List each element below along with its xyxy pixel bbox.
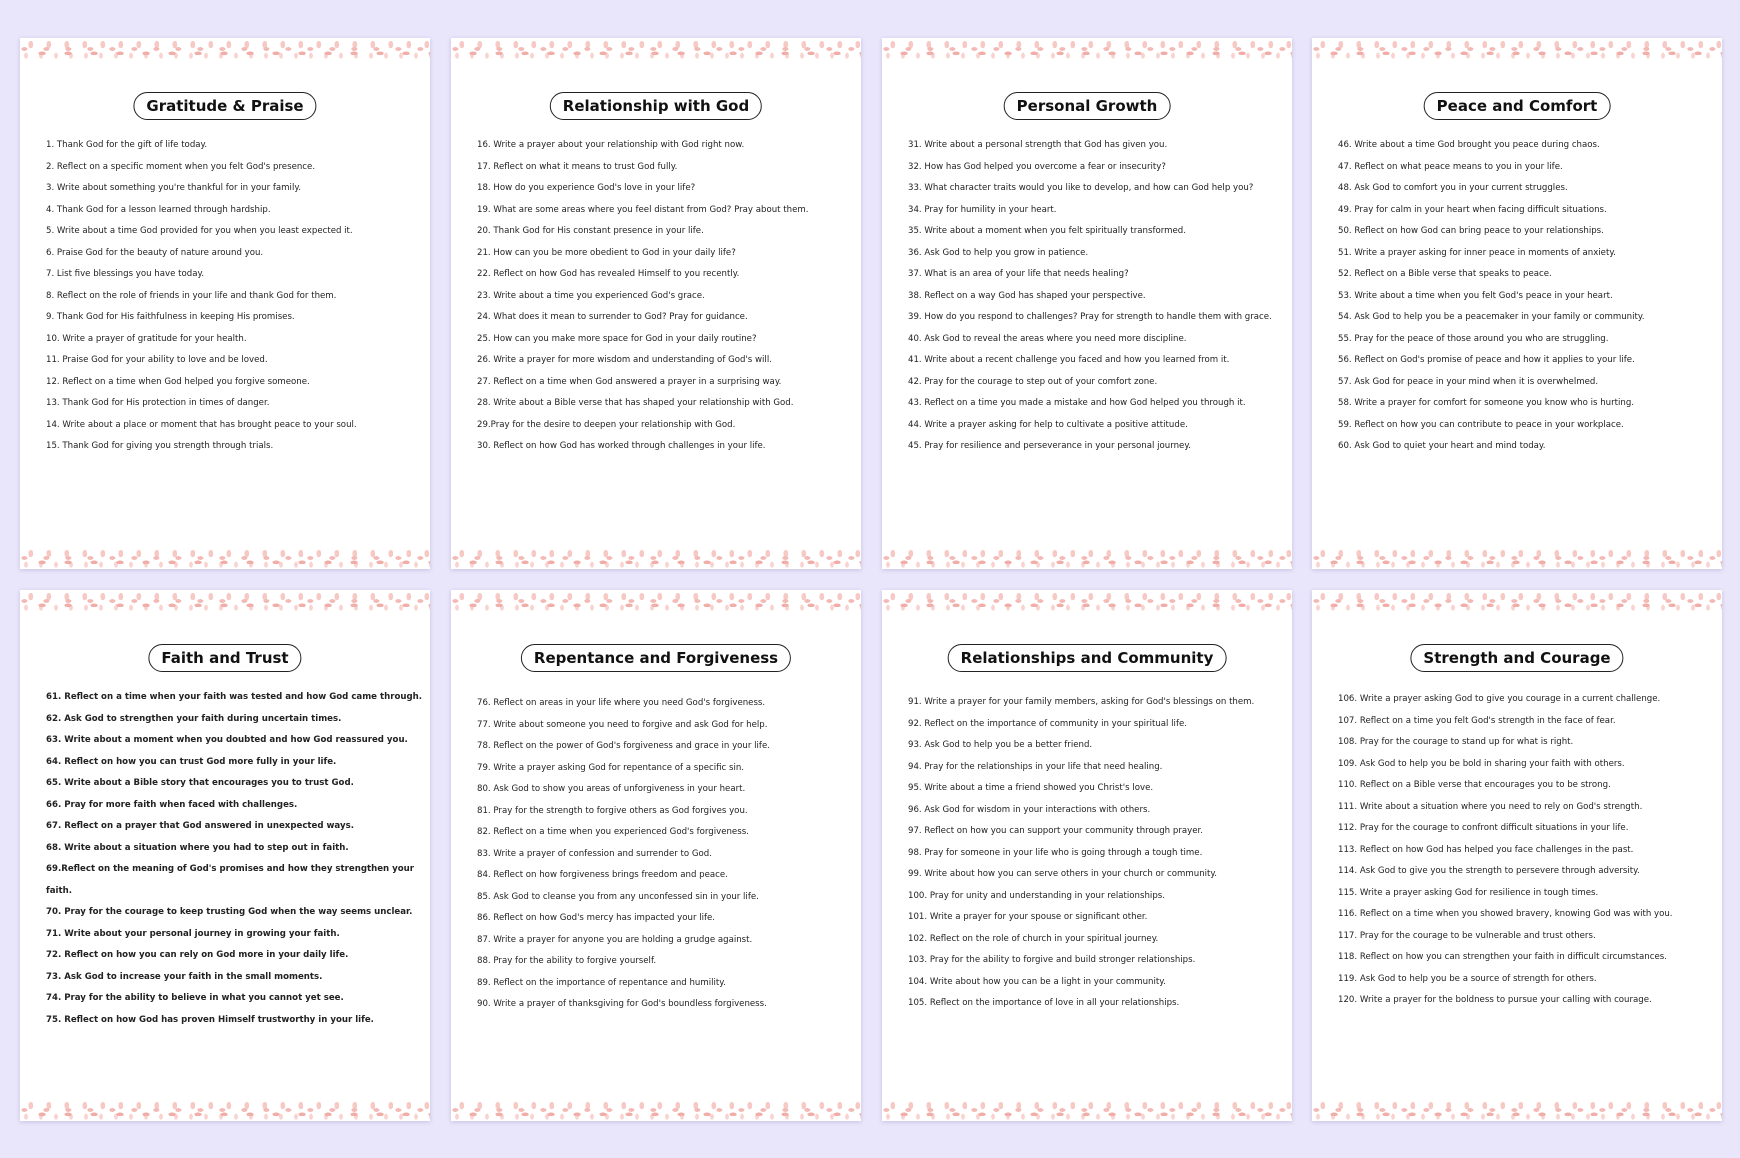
list-item: 88. Pray for the ability to forgive yourself. bbox=[477, 956, 657, 966]
floral-border-bottom bbox=[20, 547, 430, 569]
list-item: 49. Pray for calm in your heart when facing difficult situations. bbox=[1338, 204, 1607, 215]
list-item: 52. Reflect on a Bible verse that speaks to peace. bbox=[1338, 269, 1552, 279]
floral-border-top bbox=[451, 38, 861, 60]
list-item: 101. Write a prayer for your spouse or significant other. bbox=[908, 912, 1148, 922]
list-item: 5. Write about a time God provided for you when you least expected it. bbox=[46, 226, 353, 236]
list-item: 67. Reflect on a prayer that God answered in unexpected ways. bbox=[46, 821, 354, 831]
list-item: 17. Reflect on what it means to trust God fully. bbox=[477, 161, 678, 172]
prompt-list bbox=[46, 687, 423, 1031]
list-item: 51. Write a prayer asking for inner peace in moments of anxiety. bbox=[1338, 247, 1616, 258]
list-item: 105. Reflect on the importance of love in all your relationships. bbox=[908, 998, 1180, 1008]
list-item: 9. Thank God for His faithfulness in keeping His promises. bbox=[46, 312, 295, 322]
list-item: 2. Reflect on a specific moment when you felt God's presence. bbox=[46, 161, 316, 172]
list-item: 60. Ask God to quiet your heart and mind today. bbox=[1338, 441, 1546, 451]
page-title: Repentance and Forgiveness bbox=[521, 644, 791, 672]
prompt-list bbox=[1338, 135, 1708, 458]
list-item: 79. Write a prayer asking God for repentance of a specific sin. bbox=[477, 762, 745, 773]
list-item: 99. Write about how you can serve others in your church or community. bbox=[908, 869, 1217, 879]
list-item: 69.Reflect on the meaning of God's promises and how they strengthen your faith. bbox=[46, 864, 415, 896]
floral-border-bottom bbox=[1312, 1099, 1722, 1121]
page-title: Gratitude & Praise bbox=[133, 92, 316, 120]
page-personal-growth bbox=[882, 38, 1292, 569]
list-item: 8. Reflect on the role of friends in your life and thank God for them. bbox=[46, 290, 337, 301]
list-item: 10. Write a prayer of gratitude for your health. bbox=[46, 333, 247, 344]
list-item: 115. Write a prayer asking God for resilience in tough times. bbox=[1338, 887, 1599, 898]
list-item: 113. Reflect on how God has helped you face challenges in the past. bbox=[1338, 844, 1634, 855]
list-item: 82. Reflect on a time when you experienced God's forgiveness. bbox=[477, 827, 749, 837]
list-item: 40. Ask God to reveal the areas where you need more discipline. bbox=[908, 333, 1187, 344]
floral-border-top bbox=[1312, 590, 1722, 612]
list-item: 106. Write a prayer asking God to give you courage in a current challenge. bbox=[1338, 694, 1661, 704]
list-item: 80. Ask God to show you areas of unforgiveness in your heart. bbox=[477, 784, 746, 794]
floral-border-top bbox=[882, 590, 1292, 612]
list-item: 59. Reflect on how you can contribute to peace in your workplace. bbox=[1338, 419, 1624, 430]
list-item: 31. Write about a personal strength that God has given you. bbox=[908, 140, 1168, 150]
list-item: 102. Reflect on the role of church in your spiritual journey. bbox=[908, 933, 1159, 944]
list-item: 100. Pray for unity and understanding in your relationships. bbox=[908, 890, 1165, 901]
list-item: 47. Reflect on what peace means to you in your life. bbox=[1338, 161, 1563, 172]
list-item: 110. Reflect on a Bible verse that encourages you to be strong. bbox=[1338, 780, 1611, 790]
list-item: 4. Thank God for a lesson learned through hardship. bbox=[46, 204, 271, 215]
list-item: 46. Write about a time God brought you peace during chaos. bbox=[1338, 140, 1600, 150]
list-item: 77. Write about someone you need to forgive and ask God for help. bbox=[477, 719, 768, 730]
page-peace-and-comfort bbox=[1312, 38, 1722, 569]
page-title: Faith and Trust bbox=[148, 644, 301, 672]
list-item: 32. How has God helped you overcome a fear or insecurity? bbox=[908, 161, 1166, 172]
list-item: 109. Ask God to help you be bold in sharing your faith with others. bbox=[1338, 758, 1625, 769]
floral-border-top bbox=[20, 38, 430, 60]
list-item: 117. Pray for the courage to be vulnerable and trust others. bbox=[1338, 930, 1596, 941]
list-item: 56. Reflect on God's promise of peace and how it applies to your life. bbox=[1338, 355, 1635, 365]
list-item: 28. Write about a Bible verse that has shaped your relationship with God. bbox=[477, 398, 794, 408]
page-title: Peace and Comfort bbox=[1424, 92, 1611, 120]
page-title: Personal Growth bbox=[1004, 92, 1171, 120]
floral-border-bottom bbox=[1312, 547, 1722, 569]
list-item: 62. Ask God to strengthen your faith during uncertain times. bbox=[46, 713, 342, 724]
floral-border-bottom bbox=[20, 1099, 430, 1121]
list-item: 120. Write a prayer for the boldness to pursue your calling with courage. bbox=[1338, 995, 1652, 1005]
list-item: 104. Write about how you can be a light in your community. bbox=[908, 976, 1166, 987]
page-relationships-and-community bbox=[882, 590, 1292, 1121]
floral-border-bottom bbox=[882, 547, 1292, 569]
list-item: 94. Pray for the relationships in your life that need healing. bbox=[908, 761, 1163, 772]
list-item: 18. How do you experience God's love in your life? bbox=[477, 183, 696, 193]
list-item: 1. Thank God for the gift of life today. bbox=[46, 140, 208, 150]
list-item: 48. Ask God to comfort you in your current struggles. bbox=[1338, 183, 1568, 193]
list-item: 21. How can you be more obedient to God in your daily life? bbox=[477, 247, 736, 258]
list-item: 27. Reflect on a time when God answered a prayer in a surprising way. bbox=[477, 376, 782, 387]
floral-border-bottom bbox=[882, 1099, 1292, 1121]
prompt-list bbox=[477, 693, 847, 1016]
list-item: 95. Write about a time a friend showed you Christ's love. bbox=[908, 783, 1154, 793]
list-item: 119. Ask God to help you be a source of strength for others. bbox=[1338, 973, 1597, 984]
list-item: 44. Write a prayer asking for help to cultivate a positive attitude. bbox=[908, 419, 1188, 430]
list-item: 63. Write about a moment when you doubted and how God reassured you. bbox=[46, 735, 408, 745]
list-item: 43. Reflect on a time you made a mistake and how God helped you through it. bbox=[908, 398, 1246, 408]
list-item: 11. Praise God for your ability to love and be loved. bbox=[46, 355, 268, 365]
list-item: 13. Thank God for His protection in times of danger. bbox=[46, 398, 270, 408]
list-item: 25. How can you make more space for God in your daily routine? bbox=[477, 333, 757, 344]
list-item: 26. Write a prayer for more wisdom and understanding of God's will. bbox=[477, 355, 772, 365]
list-item: 30. Reflect on how God has worked through challenges in your life. bbox=[477, 441, 766, 451]
list-item: 91. Write a prayer for your family members, asking for God's blessings on them. bbox=[908, 697, 1255, 707]
list-item: 14. Write about a place or moment that has brought peace to your soul. bbox=[46, 419, 357, 430]
list-item: 68. Write about a situation where you had to step out in faith. bbox=[46, 842, 349, 853]
list-item: 57. Ask God for peace in your mind when it is overwhelmed. bbox=[1338, 376, 1599, 387]
list-item: 71. Write about your personal journey in growing your faith. bbox=[46, 928, 340, 939]
list-item: 66. Pray for more faith when faced with challenges. bbox=[46, 799, 298, 810]
list-item: 84. Reflect on how forgiveness brings freedom and peace. bbox=[477, 870, 728, 880]
list-item: 116. Reflect on a time when you showed bravery, knowing God was with you. bbox=[1338, 909, 1673, 919]
page-gratitude-praise bbox=[20, 38, 430, 569]
prompt-list bbox=[46, 135, 416, 458]
list-item: 22. Reflect on how God has revealed Himself to you recently. bbox=[477, 269, 740, 279]
list-item: 12. Reflect on a time when God helped you forgive someone. bbox=[46, 376, 310, 387]
list-item: 50. Reflect on how God can bring peace to your relationships. bbox=[1338, 226, 1604, 236]
prompt-list bbox=[908, 135, 1278, 458]
list-item: 78. Reflect on the power of God's forgiveness and grace in your life. bbox=[477, 741, 770, 751]
list-item: 112. Pray for the courage to confront difficult situations in your life. bbox=[1338, 823, 1629, 833]
floral-border-top bbox=[20, 590, 430, 612]
list-item: 3. Write about something you're thankful for in your family. bbox=[46, 183, 301, 193]
list-item: 35. Write about a moment when you felt spiritually transformed. bbox=[908, 226, 1186, 236]
list-item: 73. Ask God to increase your faith in the small moments. bbox=[46, 971, 323, 982]
list-item: 53. Write about a time when you felt God's peace in your heart. bbox=[1338, 290, 1613, 301]
page-title: Strength and Courage bbox=[1410, 644, 1623, 672]
list-item: 87. Write a prayer for anyone you are holding a grudge against. bbox=[477, 934, 753, 945]
prompt-list bbox=[1338, 689, 1708, 1012]
list-item: 45. Pray for resilience and perseverance in your personal journey. bbox=[908, 441, 1191, 451]
list-item: 19. What are some areas where you feel distant from God? Pray about them. bbox=[477, 204, 809, 215]
list-item: 81. Pray for the strength to forgive others as God forgives you. bbox=[477, 805, 748, 816]
list-item: 23. Write about a time you experienced God's grace. bbox=[477, 290, 705, 301]
list-item: 98. Pray for someone in your life who is going through a tough time. bbox=[908, 847, 1203, 858]
page-title: Relationship with God bbox=[550, 92, 762, 120]
list-item: 107. Reflect on a time you felt God's strength in the face of fear. bbox=[1338, 715, 1616, 726]
list-item: 58. Write a prayer for comfort for someone you know who is hurting. bbox=[1338, 398, 1635, 408]
list-item: 108. Pray for the courage to stand up for what is right. bbox=[1338, 737, 1574, 747]
page-relationship-with-god bbox=[451, 38, 861, 569]
list-item: 16. Write a prayer about your relationship with God right now. bbox=[477, 140, 745, 150]
prompt-list bbox=[477, 135, 847, 458]
list-item: 55. Pray for the peace of those around you who are struggling. bbox=[1338, 333, 1609, 344]
list-item: 64. Reflect on how you can trust God more fully in your life. bbox=[46, 756, 337, 767]
page-title: Relationships and Community bbox=[948, 644, 1227, 672]
list-item: 72. Reflect on how you can rely on God more in your daily life. bbox=[46, 950, 349, 960]
page-repentance-and-forgiveness bbox=[451, 590, 861, 1121]
list-item: 89. Reflect on the importance of repentance and humility. bbox=[477, 977, 726, 988]
list-item: 75. Reflect on how God has proven Himself trustworthy in your life. bbox=[46, 1014, 374, 1025]
list-item: 118. Reflect on how you can strengthen your faith in difficult circumstances. bbox=[1338, 952, 1667, 962]
list-item: 36. Ask God to help you grow in patience. bbox=[908, 247, 1089, 258]
list-item: 33. What character traits would you like to develop, and how can God help you? bbox=[908, 183, 1254, 193]
list-item: 29.Pray for the desire to deepen your relationship with God. bbox=[477, 419, 736, 430]
list-item: 38. Reflect on a way God has shaped your perspective. bbox=[908, 290, 1146, 301]
floral-border-bottom bbox=[451, 547, 861, 569]
list-item: 65. Write about a Bible story that encourages you to trust God. bbox=[46, 778, 354, 788]
list-item: 93. Ask God to help you be a better friend. bbox=[908, 740, 1093, 750]
list-item: 24. What does it mean to surrender to God? Pray for guidance. bbox=[477, 312, 748, 322]
list-item: 97. Reflect on how you can support your community through prayer. bbox=[908, 826, 1203, 836]
list-item: 76. Reflect on areas in your life where you need God's forgiveness. bbox=[477, 698, 766, 708]
list-item: 103. Pray for the ability to forgive and build stronger relationships. bbox=[908, 955, 1196, 965]
list-item: 114. Ask God to give you the strength to persevere through adversity. bbox=[1338, 866, 1640, 876]
page-faith-and-trust bbox=[20, 590, 430, 1121]
list-item: 74. Pray for the ability to believe in what you cannot yet see. bbox=[46, 993, 344, 1003]
list-item: 42. Pray for the courage to step out of your comfort zone. bbox=[908, 376, 1158, 387]
list-item: 86. Reflect on how God's mercy has impacted your life. bbox=[477, 913, 716, 923]
list-item: 6. Praise God for the beauty of nature around you. bbox=[46, 247, 264, 258]
floral-border-bottom bbox=[451, 1099, 861, 1121]
list-item: 83. Write a prayer of confession and surrender to God. bbox=[477, 848, 712, 859]
list-item: 90. Write a prayer of thanksgiving for God's boundless forgiveness. bbox=[477, 999, 767, 1009]
list-item: 70. Pray for the courage to keep trusting God when the way seems unclear. bbox=[46, 907, 413, 917]
list-item: 15. Thank God for giving you strength through trials. bbox=[46, 441, 274, 451]
list-item: 39. How do you respond to challenges? Pray for strength to handle them with grace. bbox=[908, 312, 1272, 322]
floral-border-top bbox=[882, 38, 1292, 60]
list-item: 111. Write about a situation where you need to rely on God's strength. bbox=[1338, 801, 1643, 812]
list-item: 96. Ask God for wisdom in your interactions with others. bbox=[908, 804, 1151, 815]
list-item: 92. Reflect on the importance of community in your spiritual life. bbox=[908, 718, 1187, 729]
list-item: 37. What is an area of your life that needs healing? bbox=[908, 269, 1129, 279]
floral-border-top bbox=[1312, 38, 1722, 60]
list-item: 54. Ask God to help you be a peacemaker in your family or community. bbox=[1338, 312, 1645, 322]
list-item: 7. List five blessings you have today. bbox=[46, 269, 205, 279]
list-item: 61. Reflect on a time when your faith was tested and how God came through. bbox=[46, 692, 423, 702]
list-item: 20. Thank God for His constant presence in your life. bbox=[477, 226, 704, 236]
page-strength-and-courage bbox=[1312, 590, 1722, 1121]
list-item: 34. Pray for humility in your heart. bbox=[908, 204, 1057, 215]
floral-border-top bbox=[451, 590, 861, 612]
list-item: 41. Write about a recent challenge you faced and how you learned from it. bbox=[908, 355, 1230, 365]
prompt-list bbox=[908, 692, 1278, 1015]
list-item: 85. Ask God to cleanse you from any unconfessed sin in your life. bbox=[477, 891, 759, 902]
